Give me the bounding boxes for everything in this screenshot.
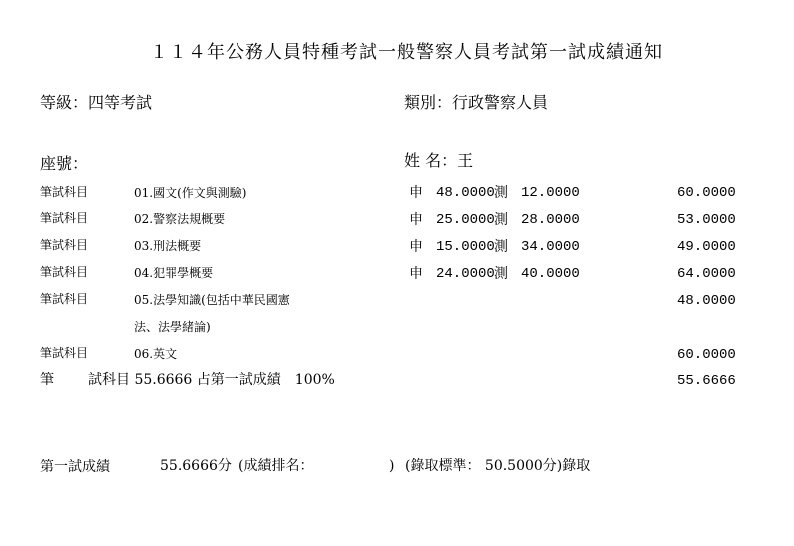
rank-close: )	[389, 458, 395, 474]
subject-name: 01.國文(作文與測驗)	[134, 186, 247, 200]
exam-grade: 等級：四等考試	[40, 93, 153, 112]
subject-type: 筆試科目	[40, 238, 89, 252]
subject-name: 03.刑法概要	[134, 239, 202, 253]
exam-category: 類別：行政警察人員	[404, 93, 549, 112]
summary-total: 55.6666	[677, 373, 736, 389]
ce-score: 12.0000	[521, 185, 580, 201]
subject-name: 04.犯罪學概要	[134, 266, 214, 280]
subject-total: 53.0000	[677, 212, 736, 228]
subject-type: 筆試科目	[40, 265, 89, 279]
seat-label: 座號：	[40, 154, 89, 173]
shen-score: 25.0000	[436, 212, 495, 228]
shen-label: 申	[409, 239, 423, 255]
subject-name-continued: 法、法學緒論)	[134, 320, 211, 334]
subject-type: 筆試科目	[40, 346, 89, 360]
admission-standard: (錄取標準： 50.5000分)錄取	[405, 458, 591, 474]
ce-label: 測	[494, 212, 508, 228]
summary-label: 筆	[40, 372, 54, 388]
shen-score: 15.0000	[436, 239, 495, 255]
subject-type: 筆試科目	[40, 185, 89, 199]
subject-name: 06.英文	[134, 347, 178, 361]
shen-label: 申	[409, 266, 423, 282]
shen-label: 申	[409, 185, 423, 201]
rank-label: (成績排名：	[238, 458, 314, 474]
ce-label: 測	[494, 266, 508, 282]
subject-total: 49.0000	[677, 239, 736, 255]
shen-label: 申	[409, 212, 423, 228]
subject-total: 60.0000	[677, 185, 736, 201]
subject-total: 60.0000	[677, 347, 736, 363]
subject-name: 02.警察法規概要	[134, 212, 226, 226]
subject-type: 筆試科目	[40, 292, 89, 306]
ce-score: 28.0000	[521, 212, 580, 228]
first-exam-label: 第一試成績	[40, 459, 110, 475]
shen-score: 48.0000	[436, 185, 495, 201]
subject-total: 64.0000	[677, 266, 736, 282]
ce-label: 測	[494, 185, 508, 201]
subject-type: 筆試科目	[40, 211, 89, 225]
first-exam-score: 55.6666分	[160, 458, 232, 474]
ce-score: 34.0000	[521, 239, 580, 255]
page-title: １１４年公務人員特種考試一般警察人員考試第一試成績通知	[150, 42, 663, 63]
ce-score: 40.0000	[521, 266, 580, 282]
shen-score: 24.0000	[436, 266, 495, 282]
ce-label: 測	[494, 239, 508, 255]
candidate-name: 姓 名：王	[404, 151, 474, 170]
subject-total: 48.0000	[677, 293, 736, 309]
subject-name: 05.法學知識(包括中華民國憲	[134, 293, 290, 307]
summary-text: 試科目 55.6666 占第一試成績 100%	[88, 372, 335, 388]
